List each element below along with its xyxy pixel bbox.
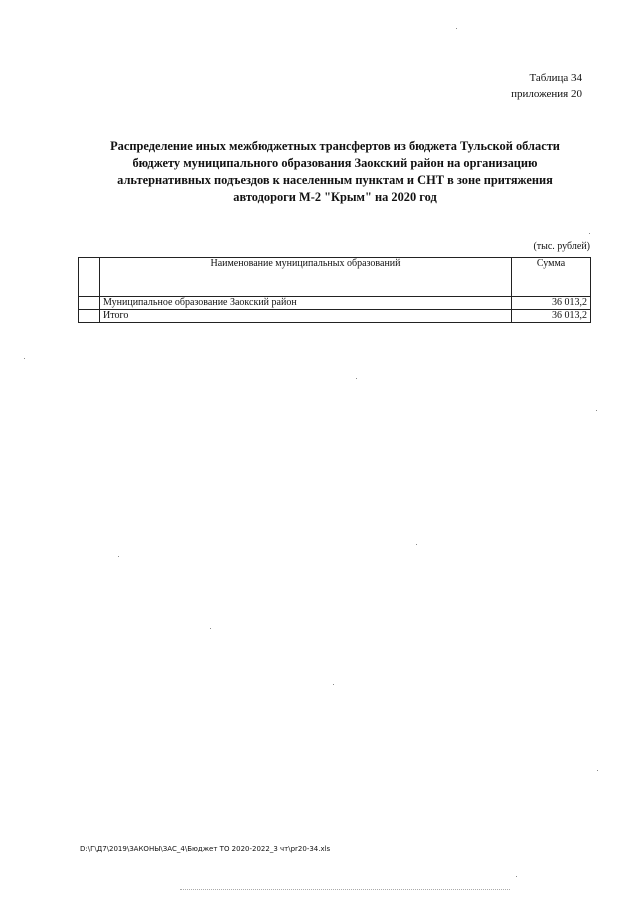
units-label: (тыс. рублей) <box>533 241 590 252</box>
scan-speck <box>597 770 598 771</box>
scan-speck <box>416 544 417 545</box>
row-num-cell <box>79 310 100 323</box>
scan-speck <box>456 28 457 29</box>
scan-speck <box>333 684 334 685</box>
table-number: Таблица 34 <box>529 72 582 84</box>
scan-speck <box>24 358 25 359</box>
header-num-cell <box>79 258 100 297</box>
appendix-number: приложения 20 <box>511 88 582 100</box>
table-total-row <box>79 310 591 323</box>
title-line-4: автодороги М-2 "Крым" на 2020 год <box>233 190 437 204</box>
row-num-cell <box>79 297 100 310</box>
title-line-2: бюджету муниципального образования Заокский район на организацию <box>132 156 538 170</box>
file-path-footer: D:\Г\Д7\2019\ЗАКОНЫ\ЗАС_4\Бюджет ТО 2020-2022_3 чт\pr20-34.xls <box>80 845 331 853</box>
scan-speck <box>589 233 590 234</box>
scan-speck <box>210 628 211 629</box>
table-header-row <box>79 258 591 297</box>
table-row <box>79 297 591 310</box>
budget-table <box>78 257 591 323</box>
title-line-3: альтернативных подъездов к населенным пунктам и СНТ в зоне притяжения <box>117 173 553 187</box>
header-name-cell: Наименование муниципальных образований <box>100 258 512 297</box>
scan-speck <box>596 410 597 411</box>
title-line-1: Распределение иных межбюджетных трансфертов из бюджета Тульской области <box>110 139 560 153</box>
table-reference <box>511 70 582 102</box>
bottom-scan-dots <box>180 889 510 890</box>
scan-speck <box>118 556 119 557</box>
row-sum-cell: 36 013,2 <box>512 310 591 323</box>
scan-speck <box>516 876 517 877</box>
scan-speck <box>356 378 357 379</box>
header-sum-cell: Сумма <box>512 258 591 297</box>
row-sum-cell: 36 013,2 <box>512 297 591 310</box>
row-name-cell: Итого <box>100 310 512 323</box>
row-name-cell: Муниципальное образование Заокский район <box>100 297 512 310</box>
document-title <box>90 138 580 206</box>
